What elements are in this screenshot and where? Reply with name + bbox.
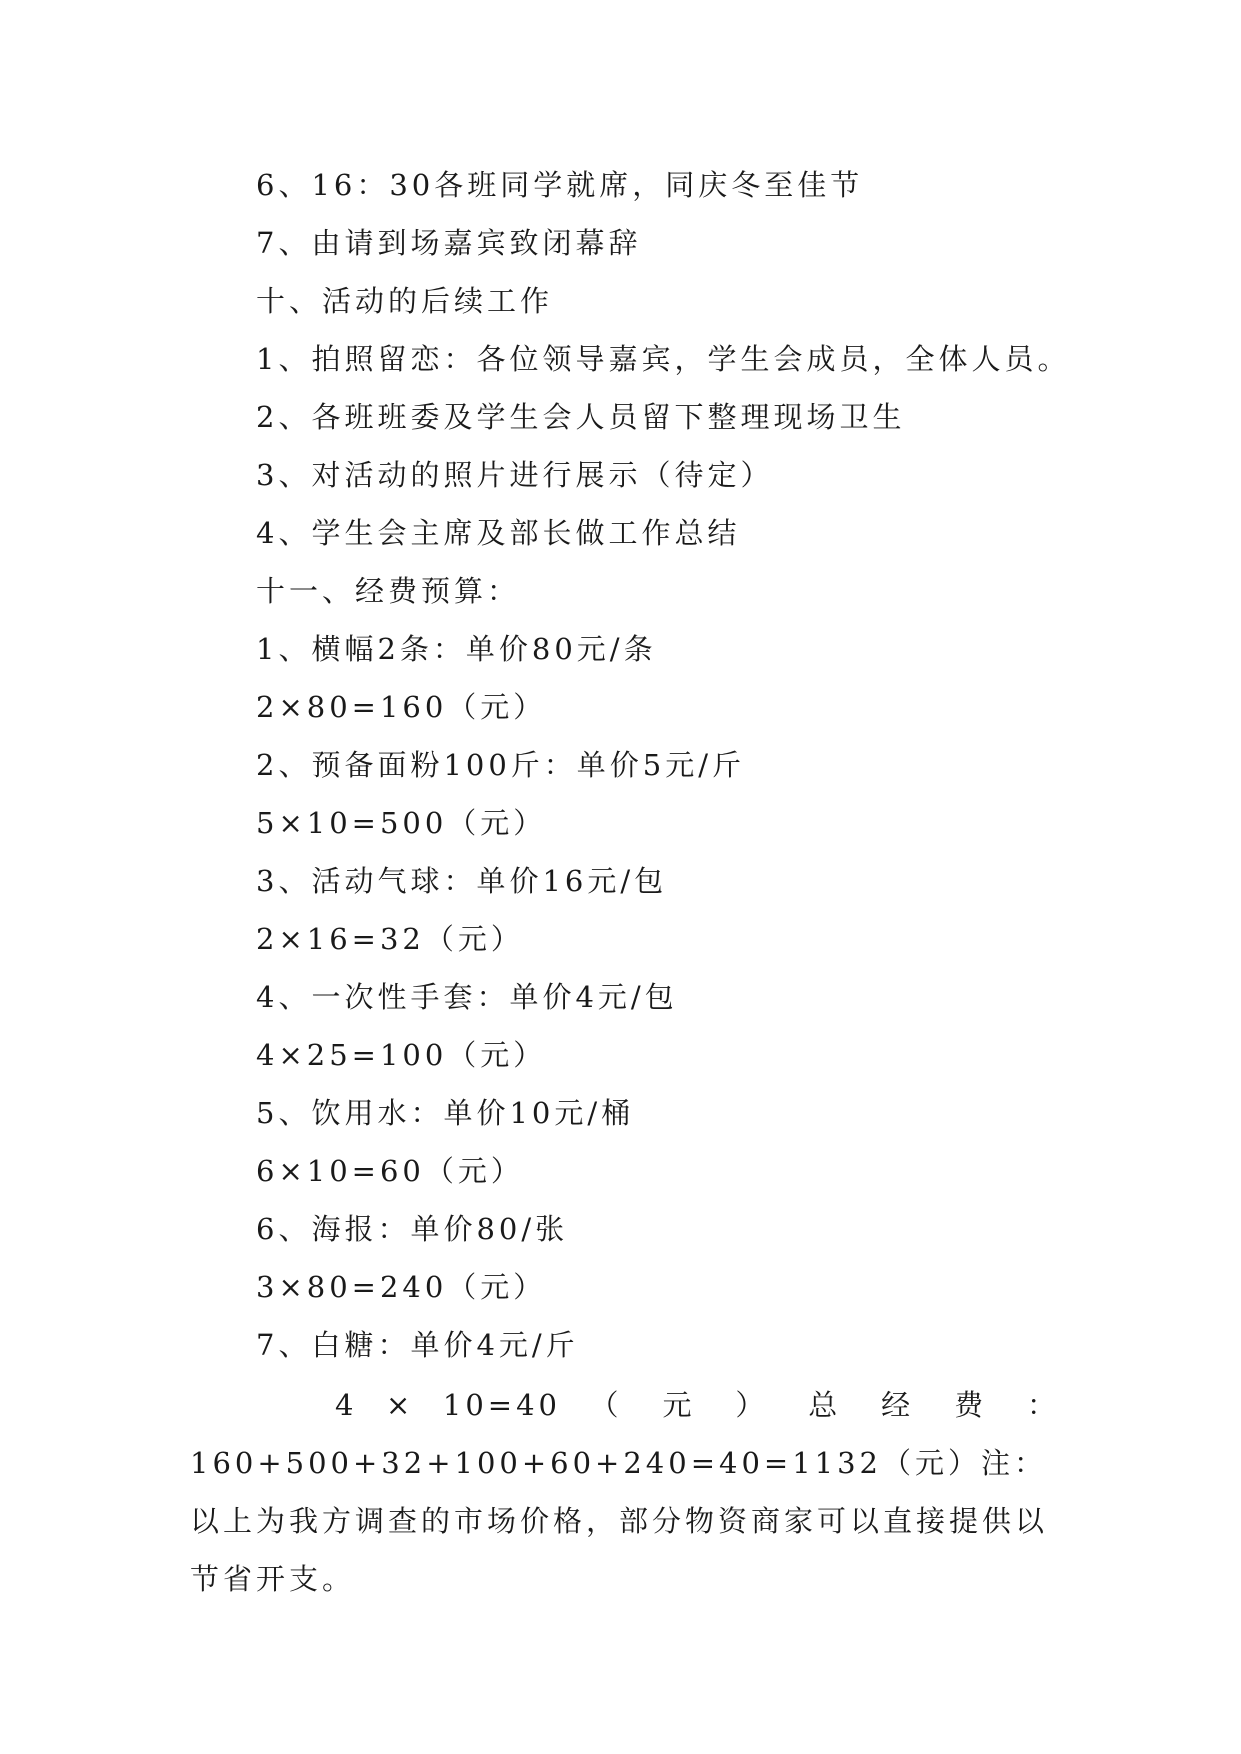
- total-cost-note: 160+500+32+100+60+240=40=1132（元）注：以上为我方调查的市场价格，部分物资商家可以直接提供以节省开支。: [190, 1446, 1049, 1596]
- budget-item: 7、白糖：单价4元/斤: [256, 1328, 579, 1362]
- budget-item: 4、一次性手套：单价4元/包: [256, 980, 678, 1014]
- budget-calc: 5×10=500（元）: [256, 806, 547, 840]
- text-line: 4、学生会主席及部长做工作总结: [256, 516, 741, 550]
- budget-calc: 4×25=100（元）: [256, 1038, 547, 1072]
- budget-item: 1、横幅2条：单价80元/条: [256, 632, 657, 666]
- text-line: 6、16：30各班同学就席，同庆冬至佳节: [256, 168, 864, 202]
- budget-item: 3、活动气球：单价16元/包: [256, 864, 668, 898]
- text-line: 3、对活动的照片进行展示（待定）: [256, 458, 774, 492]
- text-line: 2、各班班委及学生会人员留下整理现场卫生: [256, 400, 906, 434]
- budget-item: 5、饮用水：单价10元/桶: [256, 1096, 635, 1130]
- total-cost-first-line: 4 × 10=40 （ 元 ） 总 经 费 ：: [335, 1388, 1060, 1422]
- budget-item: 2、预备面粉100斤：单价5元/斤: [256, 748, 746, 782]
- total-cost-paragraph: [190, 1376, 1060, 1608]
- budget-calc: 2×16=32（元）: [256, 922, 524, 956]
- budget-item: 6、海报：单价80/张: [256, 1212, 569, 1246]
- budget-calc: 3×80=240（元）: [256, 1270, 547, 1304]
- budget-calc: 6×10=60（元）: [256, 1154, 524, 1188]
- section-heading: 十、活动的后续工作: [256, 284, 554, 318]
- section-heading: 十一、经费预算：: [256, 574, 521, 608]
- text-line: 1、拍照留恋：各位领导嘉宾，学生会成员，全体人员。: [256, 342, 1071, 376]
- text-line: 7、由请到场嘉宾致闭幕辞: [256, 226, 642, 260]
- budget-calc: 2×80=160（元）: [256, 690, 547, 724]
